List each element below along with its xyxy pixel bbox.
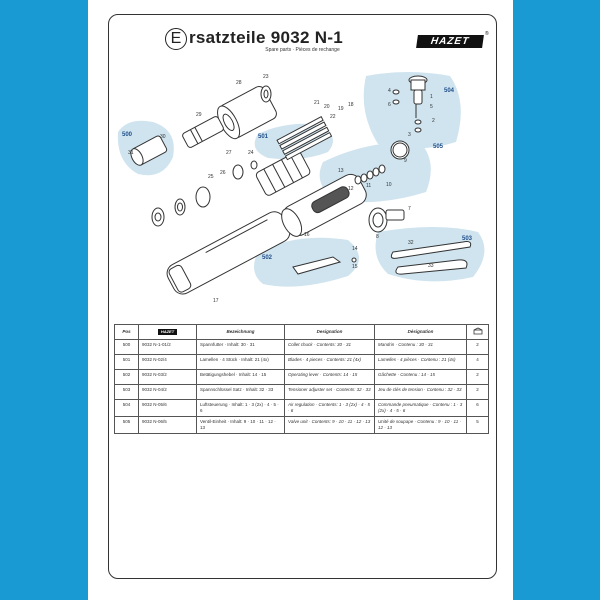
svg-text:16: 16: [304, 232, 310, 238]
svg-text:2: 2: [432, 118, 435, 124]
callout-501: 501: [258, 134, 269, 140]
hazet-logo: HAZET: [416, 35, 484, 48]
col-en: Designation: [285, 325, 375, 340]
svg-text:1: 1: [430, 94, 433, 100]
table-row: 501 9032 N-02/4 Lamellen · 4 Stück · Inhalt: 21 (4x) Blades · 4 pieces · Contents: 21 (4x) Lamelles · 4 pièces · Contenu : 21 (4x) 4: [115, 355, 489, 370]
svg-text:13: 13: [338, 168, 344, 174]
svg-text:5: 5: [430, 104, 433, 110]
callout-502: 502: [262, 255, 273, 261]
exploded-view-diagram: [108, 62, 495, 310]
svg-text:29: 29: [196, 112, 202, 118]
logo-registered-mark: ®: [485, 31, 489, 37]
svg-text:6: 6: [388, 102, 391, 108]
svg-text:9: 9: [404, 158, 407, 164]
col-qty: [467, 325, 489, 340]
parts-table: [114, 324, 489, 434]
svg-text:15: 15: [352, 264, 358, 270]
svg-text:7: 7: [408, 206, 411, 212]
callout-505: 505: [433, 144, 444, 150]
callout-503: 503: [462, 236, 473, 242]
table-header-row: [115, 325, 489, 340]
svg-text:23: 23: [263, 74, 269, 80]
svg-text:11: 11: [366, 183, 372, 189]
svg-text:12: 12: [348, 186, 354, 192]
svg-text:32: 32: [408, 240, 414, 246]
col-de: Bezeichnung: [197, 325, 285, 340]
hazet-logo-small: HAZET: [158, 329, 177, 335]
table-row: 500 9032 N-1-01/2 Spannfutter · Inhalt: 30 · 31 Collet chuck · Contents: 30 · 31 Mandrin · Contenu : 30 · 31 2: [115, 340, 489, 355]
svg-text:22: 22: [330, 114, 336, 120]
svg-text:25: 25: [208, 174, 214, 180]
svg-text:33: 33: [428, 263, 434, 269]
svg-text:31: 31: [128, 150, 134, 156]
gear-part: [369, 208, 404, 232]
svg-text:26: 26: [220, 170, 226, 176]
table-row: 503 9032 N-04/2 Spannschlüssel Satz · Inhalt: 32 · 33 Tensioner adjuster set · Contents: 32 · 33 Jeu de clés de tension · Contenu : 32 · 33 2: [115, 385, 489, 400]
svg-text:27: 27: [226, 150, 232, 156]
callout-504: 504: [444, 88, 455, 94]
col-pos: Pos: [115, 325, 139, 340]
svg-text:10: 10: [386, 182, 392, 188]
page-subtitle: Spare parts · Pièces de rechange: [265, 47, 340, 53]
table-row: 504 9032 N-05/6 Luftsteuerung · Inhalt: 1 · 3 (2x) · 4 · 5 · 6 Air regulation · Contents: 1 · 3 (2x) · 4 · 5 · 6 Commande pneumatique · Contenu : 1 · 3 (2x) · 4 · 5 · 6 6: [115, 400, 489, 417]
callout-500: 500: [122, 132, 133, 138]
box-icon: [473, 327, 483, 335]
shaft-part: [182, 116, 225, 149]
svg-text:8: 8: [376, 234, 379, 240]
svg-text:21: 21: [314, 100, 320, 106]
svg-text:18: 18: [348, 102, 354, 108]
svg-text:3: 3: [408, 132, 411, 138]
svg-text:28: 28: [236, 80, 242, 86]
col-fr: Désignation: [375, 325, 467, 340]
col-code: [139, 325, 197, 340]
svg-text:30: 30: [160, 134, 166, 140]
svg-text:24: 24: [248, 150, 254, 156]
title-initial-badge: E: [165, 28, 187, 50]
svg-text:4: 4: [388, 88, 391, 94]
sleeve-part: [196, 187, 210, 207]
table-row: 505 9032 N-06/5 Ventil-Einheit · Inhalt: 9 · 10 · 11 · 12 · 13 Valve unit · Contents: 9 · 10 · 11 · 12 · 13 Unité de soupape · Contenu : 9 · 10 · 11 · 12 · 13 5: [115, 417, 489, 434]
svg-text:17: 17: [213, 298, 219, 304]
page-title: rsatzteile 9032 N-1: [189, 28, 344, 47]
svg-text:20: 20: [324, 104, 330, 110]
svg-text:19: 19: [338, 106, 344, 112]
table-row: 502 9032 N-03/2 Betätigungshebel · Inhalt: 14 · 15 Operating lever · Contents: 14 · 15 Gâchette · Contenu : 14 · 15 2: [115, 370, 489, 385]
svg-text:14: 14: [352, 246, 358, 252]
